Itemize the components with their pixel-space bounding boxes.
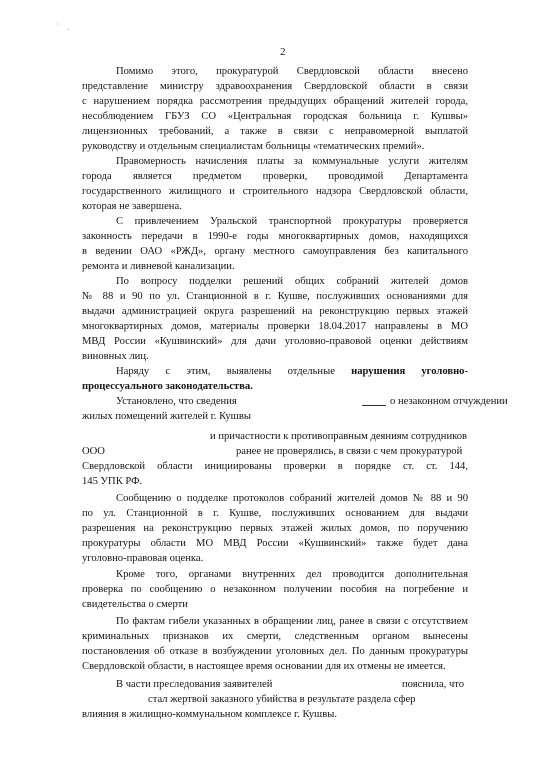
text-line: Правомерность начисления платы за коммунальные услуги жителям	[116, 156, 468, 167]
text-line: По вопросу подделки решений общих собраний жителей домов	[116, 276, 468, 287]
text-line: стал жертвой заказного убийства в результате раздела сфер	[148, 694, 416, 705]
text-line: МВД России «Кушвинский» для дачи уголовно-правовой оценки действиям	[82, 336, 468, 347]
text-line: постановления об отказе в возбуждении уголовных дел. По данным прокуратуры	[82, 646, 468, 657]
text-line: прокуратуры области МО МВД России «Кушвинский» также будет дана	[82, 538, 468, 549]
text-line: Кроме того, органами внутренних дел проводится дополнительная	[116, 569, 468, 580]
text-line: виновных лиц.	[82, 351, 149, 362]
text-line: Свердловской области, в настоящее время основании для их отмены не имеется.	[82, 661, 446, 672]
text-line: государственного жилищного и строительного надзора Свердловской области,	[82, 186, 468, 197]
text-line: разрешения на реконструкцию первых этажей жилых домов, по поручению	[82, 523, 468, 534]
scan-specks: ˙ .	[56, 22, 73, 32]
text-line: многоквартирных домов, материалы проверки 18.04.2017 направлены в МО	[82, 321, 468, 332]
text-line: Установлено, что сведения	[116, 396, 237, 407]
text-line-tail: ранее не проверялись, в связи с чем прокуратурой	[236, 446, 463, 457]
text-line: уголовно-правовая оценка.	[82, 553, 204, 564]
text-line: влияния в жилищно-коммунальном комплексе г. Кушвы.	[82, 709, 337, 720]
text-line-tail: пояснила, что	[402, 679, 465, 690]
text-line: проверка по сообщению о незаконном получении пособия на погребение и	[82, 584, 468, 595]
text-line: ремонта и ливневой канализации.	[82, 261, 235, 272]
text-line: криминальных признаков их смерти, следственным органом вынесены	[82, 631, 468, 642]
text-line: жилых помещений жителей г. Кушвы	[82, 411, 251, 422]
page-number: 2	[280, 46, 286, 58]
text-line: несоблюдением ГБУЗ СО «Центральная городская больница г. Кушвы»	[82, 111, 468, 122]
text-line: законность передачи в 1990-е годы многоквартирных домов, находящихся	[82, 231, 468, 242]
text-line: и причастности к противоправным деяниям сотрудников	[210, 431, 468, 442]
text-line: по ул. Станционной в г. Кушве, послуживших основанием для выдачи	[82, 508, 468, 519]
redaction-underline	[362, 405, 386, 406]
text-line: руководству и отдельным специалистам больницы «тематических премий».	[82, 141, 425, 152]
text-line: представление министру здравоохранения Свердловской области в связи	[82, 81, 468, 92]
text-line: выдачи администрацией округа разрешений на реконструкцию первых этажей	[82, 306, 468, 317]
text-line: Свердловской области инициированы проверки в порядке ст. ст. 144,	[82, 461, 468, 472]
text-line: Сообщению о подделке протоколов собраний жителей домов № 88 и 90	[116, 493, 468, 504]
text-line-tail: о незаконном отчуждении	[390, 396, 508, 407]
text-line: № 88 и 90 по ул. Станционной в г. Кушве, послуживших основаниями для	[82, 291, 468, 302]
text-line: Наряду с этим, выявлены отдельные нарушения уголовно-	[116, 366, 469, 377]
text-line: В части преследования заявителей	[116, 679, 273, 690]
text-line: города является предметом проверки, проводимой Департамента	[82, 171, 468, 182]
text-line: с нарушением порядка рассмотрения предыдущих обращений жителей города,	[82, 96, 468, 107]
text-line: свидетельства о смерти	[82, 599, 188, 610]
text-line: Помимо этого, прокуратурой Свердловской области внесено	[116, 66, 468, 77]
bold-phrase: нарушения уголовно-	[351, 366, 469, 377]
text-line: По фактам гибели указанных в обращении лиц, ранее в связи с отсутствием	[116, 616, 468, 627]
text-line: лицензионных требований, а также в связи с неправомерной выплатой	[82, 126, 468, 137]
text-line: С привлечением Уральской транспортной прокуратуры проверяется	[116, 216, 468, 227]
text-line: в ведении ОАО «РЖД», органу местного самоуправления без капитального	[82, 246, 468, 257]
text-line: 145 УПК РФ.	[82, 476, 143, 487]
text-line: ООО	[82, 446, 105, 457]
text-line: которая не завершена.	[82, 201, 182, 212]
text-line: процессуального законодательства.	[82, 381, 253, 392]
